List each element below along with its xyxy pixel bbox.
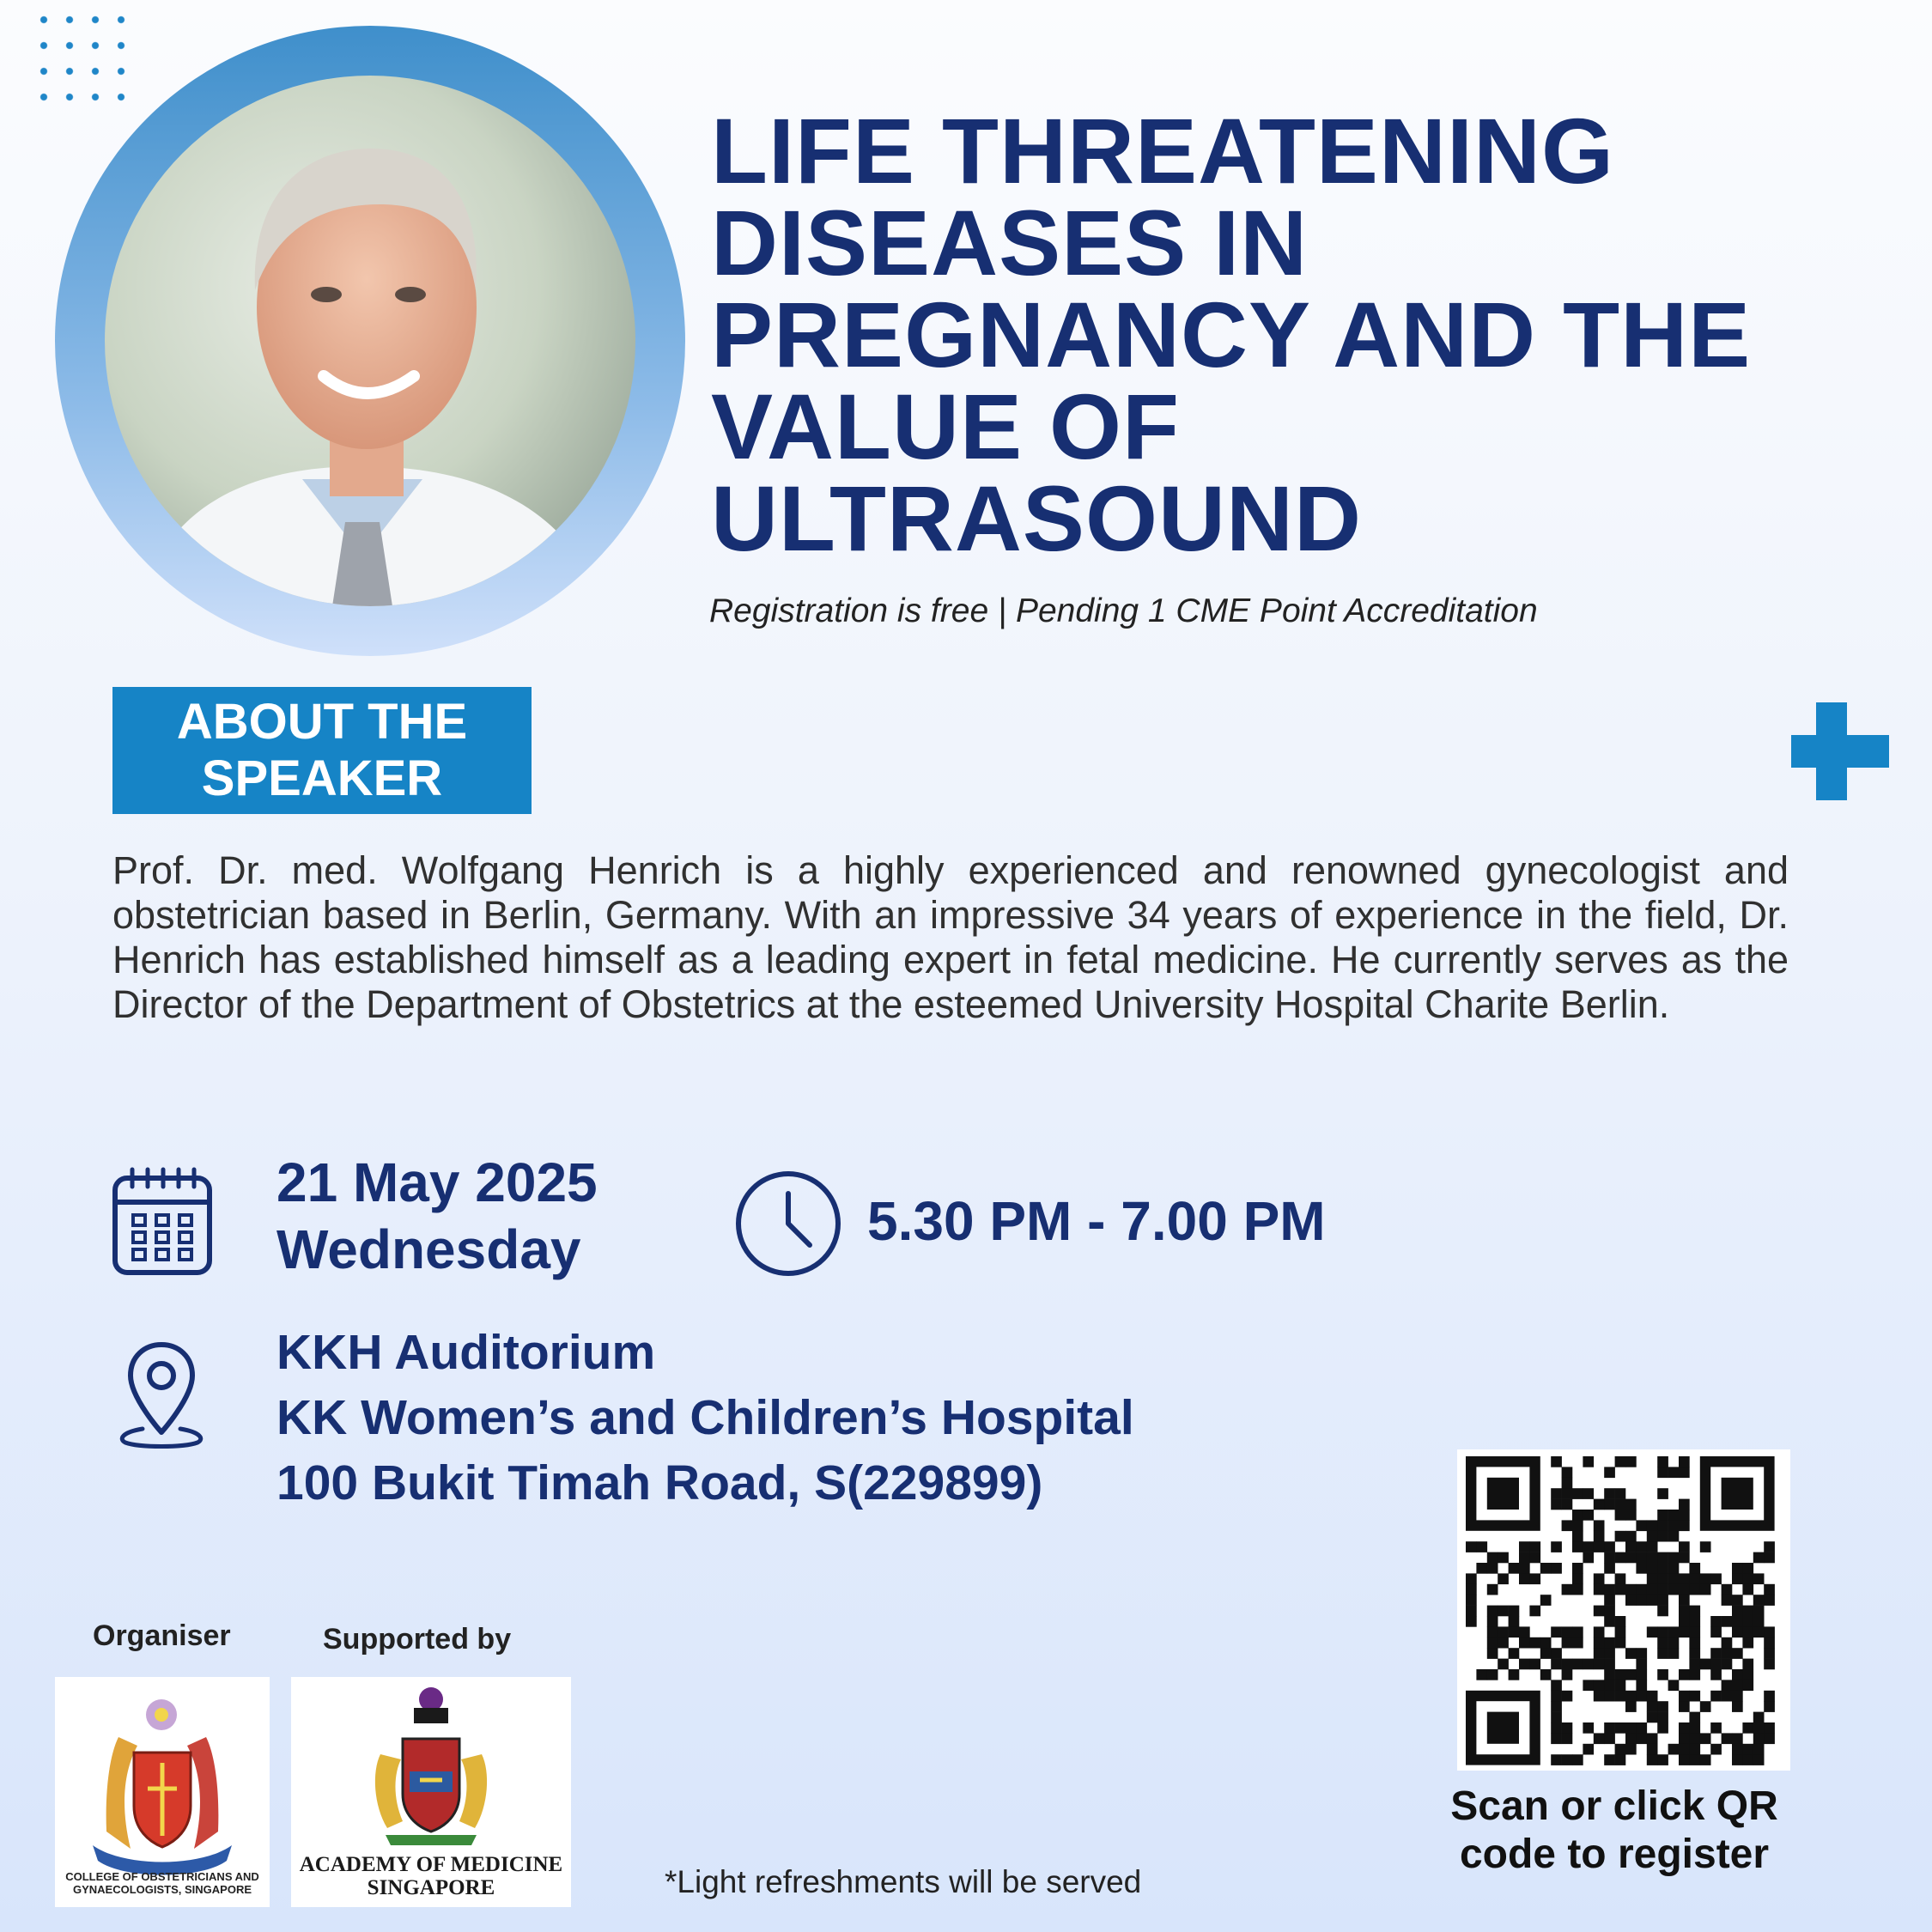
about-heading-line: SPEAKER (201, 750, 443, 806)
speaker-bio: Prof. Dr. med. Wolfgang Henrich is a highly experienced and renowned gynecologist and obstetrician based in Berlin, Germany. With an impressive 34 years of experience in the field, Dr. Henrich has established himself as a leading expert in fetal medicine. He currently serves as the Director of the Department of Obstetrics at the esteemed University Hospital Charite Berlin. (112, 848, 1789, 1026)
speaker-photo (105, 76, 635, 606)
venue-name: KKH Auditorium (276, 1325, 656, 1380)
qr-caption-line: code to register (1459, 1832, 1770, 1877)
title-line: DISEASES IN (711, 191, 1309, 295)
event-title (711, 99, 1922, 570)
qr-caption-line: Scan or click QR (1450, 1783, 1778, 1829)
decorative-dot-grid (31, 7, 143, 101)
title-line: PREGNANCY AND THE (711, 283, 1752, 386)
title-line: VALUE OF (711, 374, 1180, 478)
qr-caption (1408, 1783, 1820, 1879)
academy-logo-caption (291, 1853, 571, 1899)
location-pin-icon (113, 1340, 210, 1451)
clock-icon (734, 1170, 842, 1278)
event-day: Wednesday (276, 1218, 581, 1280)
event-time: 5.30 PM - 7.00 PM (867, 1190, 1326, 1252)
supported-by-label: Supported by (323, 1623, 512, 1656)
academy-logo-line: ACADEMY OF MEDICINE (299, 1853, 563, 1876)
organiser-logo-caption: COLLEGE OF OBSTETRICIANS AND GYNAECOLOGISTS, SINGAPORE (65, 1870, 259, 1896)
academy-logo-line: SINGAPORE (367, 1876, 495, 1899)
about-heading-line: ABOUT THE (176, 694, 468, 750)
calendar-icon (112, 1166, 213, 1278)
hospital-name: KK Women’s and Children’s Hospital (276, 1390, 1134, 1445)
registration-qr-code[interactable] (1457, 1449, 1790, 1771)
event-date: 21 May 2025 (276, 1151, 598, 1213)
venue-address: 100 Bukit Timah Road, S(229899) (276, 1455, 1043, 1510)
title-line: ULTRASOUND (711, 466, 1362, 570)
registration-note: Registration is free | Pending 1 CME Point Accreditation (709, 592, 1538, 629)
about-speaker-heading (112, 687, 532, 814)
plus-icon (1791, 735, 1889, 768)
organiser-label: Organiser (93, 1619, 231, 1652)
refreshments-note: *Light refreshments will be served (665, 1864, 1142, 1899)
title-line: LIFE THREATENING (711, 99, 1614, 203)
